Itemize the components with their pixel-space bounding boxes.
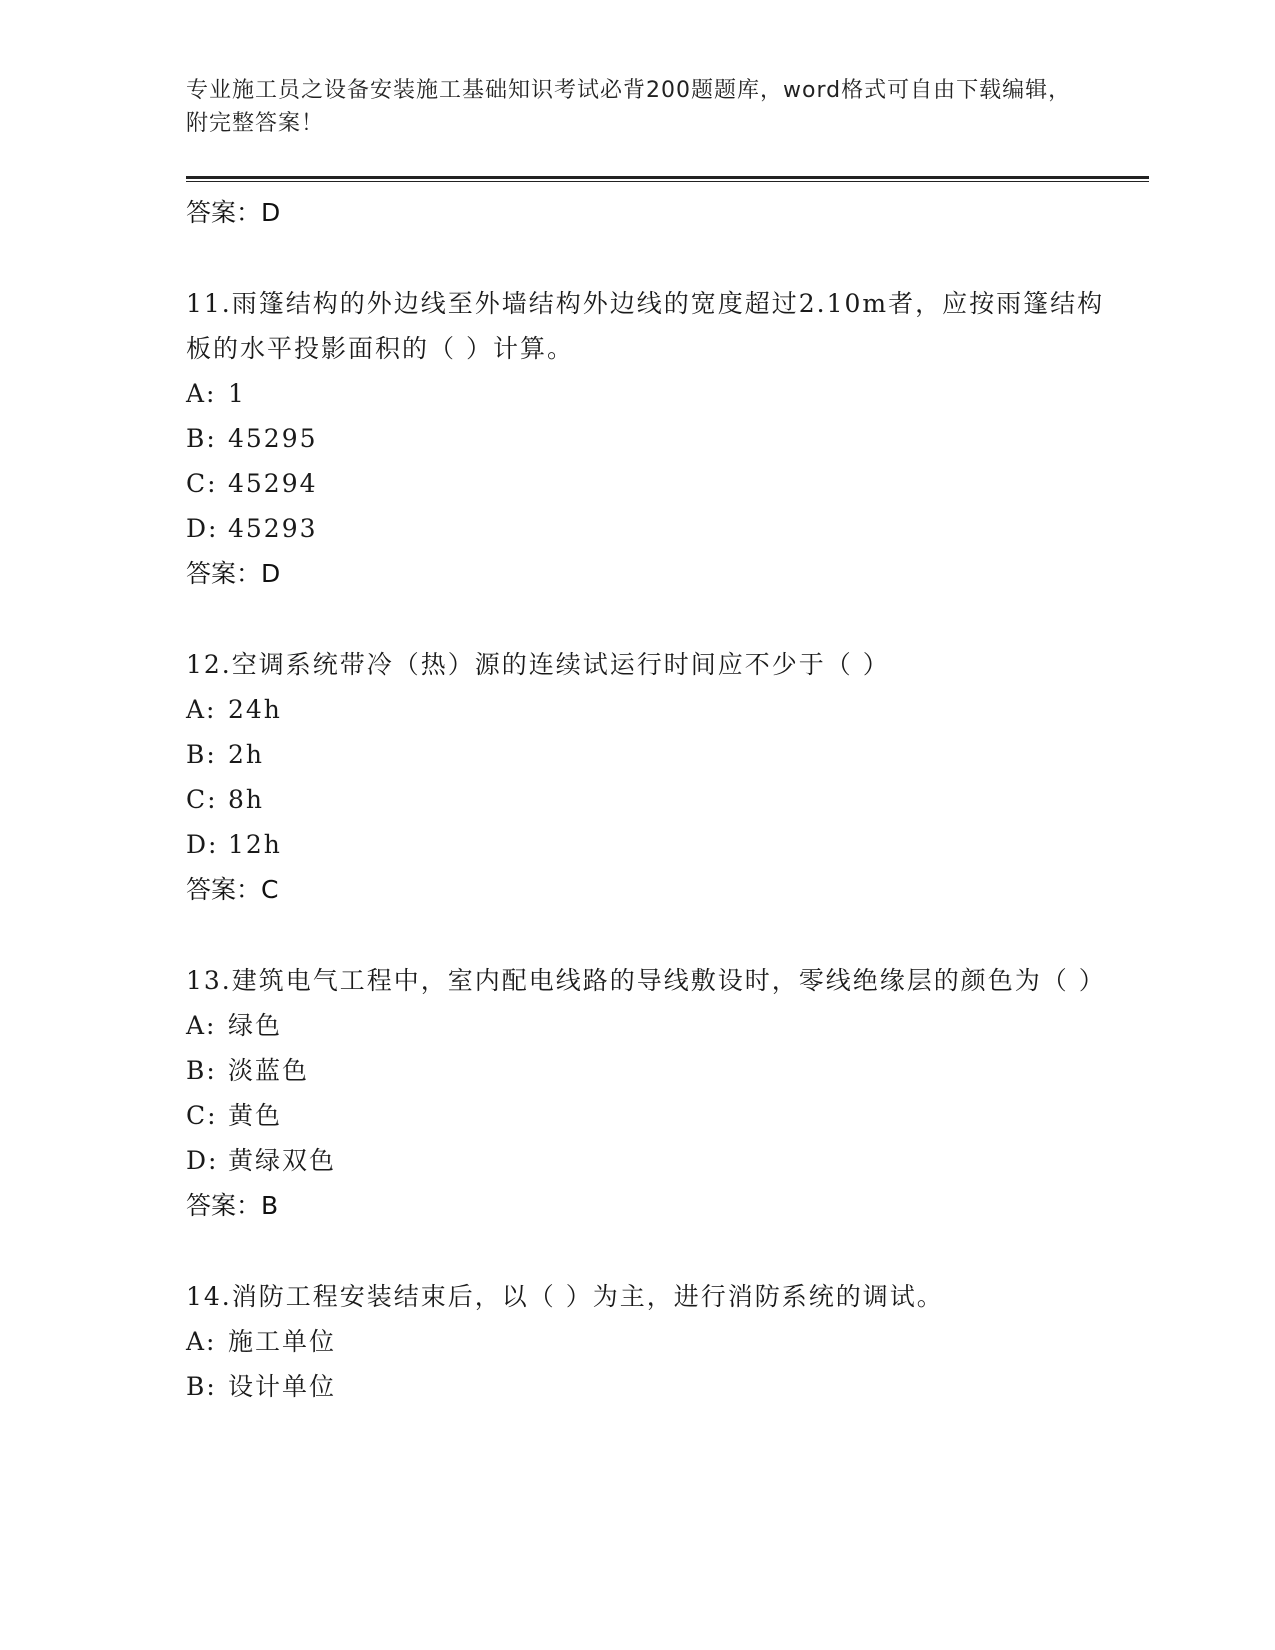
option-a (186, 1003, 1106, 1048)
option-value: 45295 (228, 424, 318, 453)
previous-answer: 答案：D (186, 198, 281, 227)
option-key: B: (186, 424, 217, 453)
option-value: 设计单位 (228, 1372, 337, 1401)
question-block-12 (186, 642, 1106, 912)
answer-line: 答案：D (186, 559, 281, 588)
option-value: 12h (228, 830, 282, 859)
option-c (186, 1093, 1106, 1138)
option-value: 黄绿双色 (228, 1146, 337, 1175)
question-text: 12.空调系统带冷（热）源的连续试运行时间应不少于（ ） (186, 650, 890, 679)
option-key: D: (186, 1146, 219, 1175)
option-key: A: (186, 695, 217, 724)
question-text: 14.消防工程安装结束后，以（ ）为主，进行消防系统的调试。 (186, 1282, 944, 1311)
question-list (186, 190, 1106, 1409)
option-d (186, 1138, 1106, 1183)
option-c (186, 461, 1106, 506)
option-a (186, 687, 1106, 732)
option-a (186, 371, 1106, 416)
option-b (186, 416, 1106, 461)
option-b (186, 1364, 1106, 1409)
option-key: B: (186, 1372, 217, 1401)
block-gap (186, 912, 1106, 958)
block-gap (186, 1228, 1106, 1274)
document-header: 专业施工员之设备安装施工基础知识考试必背200题题库，word格式可自由下载编辑，附完整答案！ (186, 78, 1072, 136)
option-value: 45293 (228, 514, 318, 543)
option-key: B: (186, 740, 217, 769)
option-key: A: (186, 379, 217, 408)
option-value: 黄色 (228, 1101, 283, 1130)
block-gap (186, 235, 1106, 281)
option-a (186, 1319, 1106, 1364)
option-c (186, 777, 1106, 822)
option-key: C: (186, 785, 218, 814)
option-key: C: (186, 469, 218, 498)
option-key: A: (186, 1327, 217, 1356)
header-rule-thick (186, 176, 1149, 179)
option-value: 绿色 (228, 1011, 283, 1040)
block-gap (186, 596, 1106, 642)
option-value: 淡蓝色 (228, 1056, 310, 1085)
question-text: 13.建筑电气工程中，室内配电线路的导线敷设时，零线绝缘层的颜色为（ ） (186, 966, 1106, 995)
option-d (186, 822, 1106, 867)
option-value: 2h (228, 740, 265, 769)
option-b (186, 1048, 1106, 1093)
question-block-11 (186, 281, 1106, 596)
option-value: 8h (228, 785, 265, 814)
option-value: 施工单位 (228, 1327, 337, 1356)
option-key: B: (186, 1056, 217, 1085)
option-value: 24h (228, 695, 282, 724)
answer-line: 答案：C (186, 875, 279, 904)
option-key: D: (186, 830, 219, 859)
option-key: C: (186, 1101, 218, 1130)
question-block-14 (186, 1274, 1106, 1409)
option-b (186, 732, 1106, 777)
question-text: 11.雨篷结构的外边线至外墙结构外边线的宽度超过2.10m者，应按雨篷结构板的水平投影面积的（ ）计算。 (186, 289, 1105, 363)
header-rule-thin (186, 181, 1149, 182)
option-d (186, 506, 1106, 551)
option-key: A: (186, 1011, 217, 1040)
option-value: 45294 (228, 469, 318, 498)
question-block-13 (186, 958, 1106, 1228)
answer-line: 答案：B (186, 1191, 279, 1220)
option-key: D: (186, 514, 219, 543)
option-value: 1 (228, 379, 246, 408)
